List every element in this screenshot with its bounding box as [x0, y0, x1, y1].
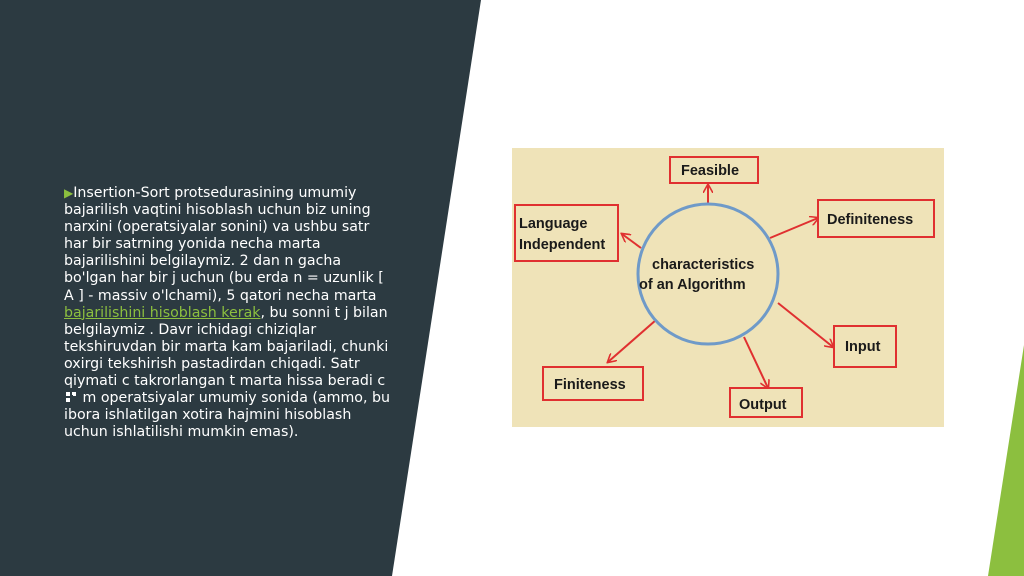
definiteness-box: [818, 200, 934, 237]
language-label-line1: Language: [519, 216, 588, 232]
center-label-line2: of an Algorithm: [639, 277, 746, 293]
finiteness-box: [543, 367, 643, 400]
green-corner-accent: [988, 345, 1024, 576]
language-independent-box: [515, 205, 618, 261]
definiteness-label: Definiteness: [827, 212, 914, 228]
broken-glyph-icon: [64, 391, 78, 403]
input-box: [834, 326, 896, 367]
center-label-line1: characteristics: [652, 257, 755, 273]
paragraph-text-end: m operatsiyalar umumiy sonida (ammo, bu ibora ishlatilgan xotira hajmini hisoblash uchun ishlatilishi mumkin emas).: [64, 390, 391, 441]
algorithm-characteristics-diagram: [512, 148, 944, 427]
inline-link[interactable]: bajarilishini hisoblash kerak: [64, 304, 261, 321]
input-label: Input: [845, 339, 881, 355]
output-box: [730, 388, 802, 417]
feasible-label: Feasible: [681, 163, 740, 179]
feasible-box: [670, 157, 758, 183]
body-paragraph: [64, 185, 390, 441]
paragraph-text-start: Insertion-Sort protsedurasining umumiy bajarilish vaqtini hisoblash uchun biz uning narxini (operatsiyalar sonini) va ushbu satr har bir satrning yonida necha marta bajarilishini belgilaymiz. 2 dan n gacha bo'lgan har bir j uchun (bu erda n = uzunlik [ A ] - massiv o'lchami), 5 qatori necha marta: [64, 185, 384, 304]
output-label: Output: [739, 397, 787, 413]
triangle-bullet-icon: ▶: [64, 186, 74, 200]
center-circle: [638, 204, 778, 344]
language-label-line2: Independent: [519, 237, 606, 253]
finiteness-label: Finiteness: [554, 377, 626, 393]
paragraph-text-middle: , bu sonni t j bilan belgilaymiz . Davr ichidagi chiziqlar tekshiruvdan bir marta kam bajariladi, chunki oxirgi tekshirish pastadirdan chiqadi. Satr qiymati c takrorlangan t marta hissa beradi c: [64, 304, 389, 390]
